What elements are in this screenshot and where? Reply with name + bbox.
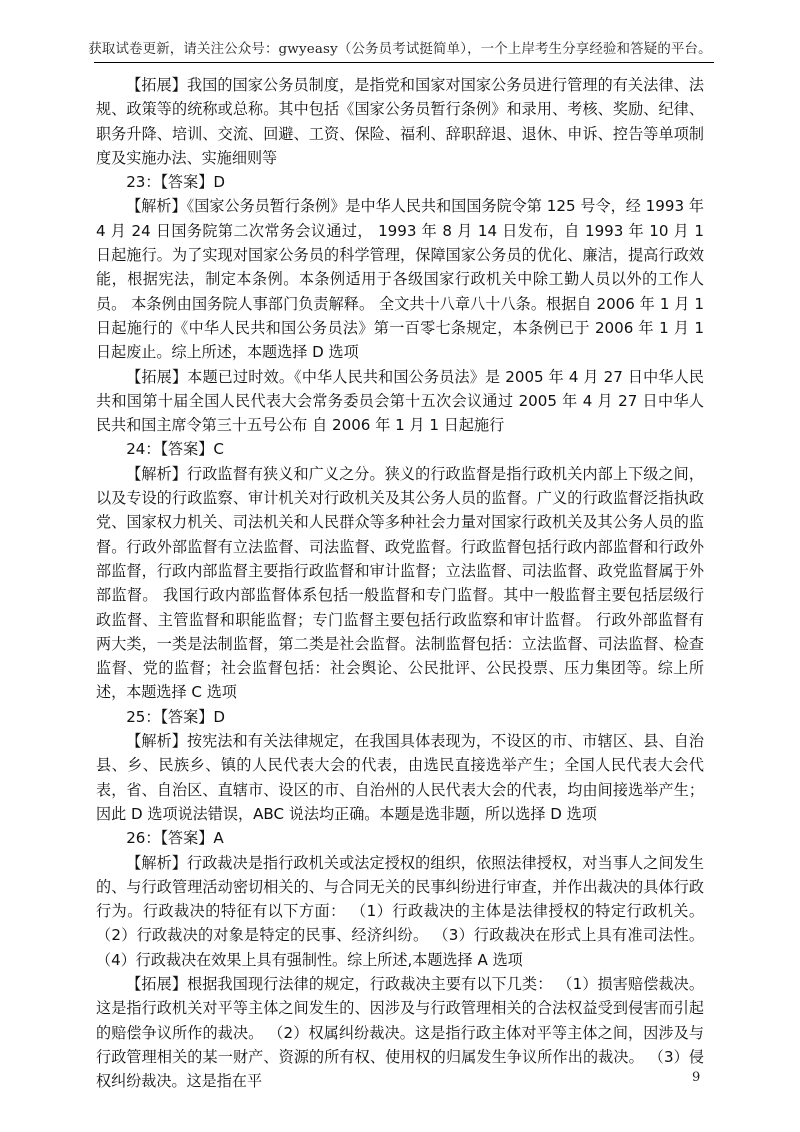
paragraph-analysis-q26: 【解析】行政裁决是指行政机关或法定授权的组织，依照法律授权，对当事人之间发生的、与行政管理活动密切相关的、与合同无关的民事纠纷进行审查，并作出裁决的具体行政行为。行政裁决的特征有以下方面： （1）行政裁决的主体是法律授权的特定行政机关。 （2）行政裁决的对象是特定的民事、经济纠纷。 （3）行政裁决在形式上具有准司法性。 （4）行政裁决在效果上具有强制性。综上所述,本题选择 A 选项 — [96, 853, 704, 969]
header-banner: 获取试卷更新，请关注公众号：gwyeasy（公务员考试挺简单），一个上岸考生分享经验和答疑的平台。 — [88, 42, 712, 57]
paragraph-extension-q23: 【拓展】本题已过时效。《中华人民共和国公务员法》是 2005 年 4 月 27 日中华人民共和国第十届全国人民代表大会常务委员会第十五次会议通过 2005 年 4 月 27 日中华人民共和国主席令第三十五号公布 自 2006 年 1 月 1 日起施行 — [96, 367, 704, 435]
header-divider — [94, 62, 714, 63]
answer-line-q23: 23：【答案】D — [126, 173, 225, 192]
page-number: 9 — [692, 1070, 701, 1085]
answer-line-q26: 26：【答案】A — [126, 829, 224, 848]
paragraph-extension-civil-service-system: 【拓展】我国的国家公务员制度，是指党和国家对国家公务员进行管理的有关法律、法规、政策等的统称或总称。其中包括《国家公务员暂行条例》和录用、考核、奖励、纪律、职务升降、培训、交流、回避、工资、保险、福利、辞职辞退、退休、申诉、控告等单项制度及实施办法、实施细则等 — [96, 76, 704, 167]
paragraph-analysis-q24: 【解析】行政监督有狭义和广义之分。狭义的行政监督是指行政机关内部上下级之间，以及专设的行政监察、审计机关对行政机关及其公务人员的监督。广义的行政监督泛指执政党、国家权力机关、司法机关和人民群众等多种社会力量对国家行政机关及其公务人员的监督。行政外部监督有立法监督、司法监督、政党监督。行政监督包括行政内部监督和行政外部监督，行政内部监督主要指行政监督和审计监督；立法监督、司法监督、政党监督属于外部监督。 我国行政内部监督体系包括一般监督和专门监督。其中一般监督主要包括层级行政监督、主管监督和职能监督；专门监督主要包括行政监察和审计监督。 行政外部监督有两大类，一类是法制监督，第二类是社会监督。法制监督包括：立法监督、司法监督、检查监督、党的监督；社会监督包括：社会舆论、公民批评、公民投票、压力集团等。综上所述，本题选择 C 选项 — [96, 464, 704, 702]
paragraph-analysis-q25: 【解析】按宪法和有关法律规定，在我国具体表现为，不设区的市、市辖区、县、自治县、乡、民族乡、镇的人民代表大会的代表，由选民直接选举产生；全国人民代表大会代表，省、自治区、直辖市、设区的市、自治州的人民代表大会的代表，均由间接选举产生；因此 D 选项说法错误，ABC 说法均正确。本题是选非题，所以选择 D 选项 — [96, 732, 704, 823]
document-body — [96, 73, 704, 1093]
paragraph-extension-q26: 【拓展】根据我国现行法律的规定，行政裁决主要有以下几类： （1）损害赔偿裁决。这是指行政机关对平等主体之间发生的、因涉及与行政管理相关的合法权益受到侵害而引起的赔偿争议所作的裁决。 （2）权属纠纷裁决。这是指行政主体对平等主体之间，因涉及与行政管理相关的某一财产、资源的所有权、使用权的归属发生争议所作出的裁决。 （3）侵权纠纷裁决。这是指在平 — [96, 974, 704, 1091]
answer-line-q24: 24：【答案】C — [126, 440, 224, 459]
answer-line-q25: 25：【答案】D — [126, 707, 225, 726]
paragraph-analysis-q23: 【解析】《国家公务员暂行条例》是中华人民共和国国务院令第 125 号令，经 1993 年 4 月 24 日国务院第二次常务会议通过， 1993 年 8 月 14 日发布，自 1993 年 10 月 1 日起施行。为了实现对国家公务员的科学管理，保障国家公务员的优化、廉洁，提高行政效能，根据宪法，制定本条例。本条例适用于各级国家行政机关中除工勤人员以外的工作人员。 本条例由国务院人事部门负责解释。 全文共十八章八十八条。根据自 2006 年 1 月 1 日起施行的《中华人民共和国公务员法》第一百零七条规定，本条例已于 2006 年 1 月 1 日起废止。综上所述，本题选择 D 选项 — [96, 197, 704, 362]
